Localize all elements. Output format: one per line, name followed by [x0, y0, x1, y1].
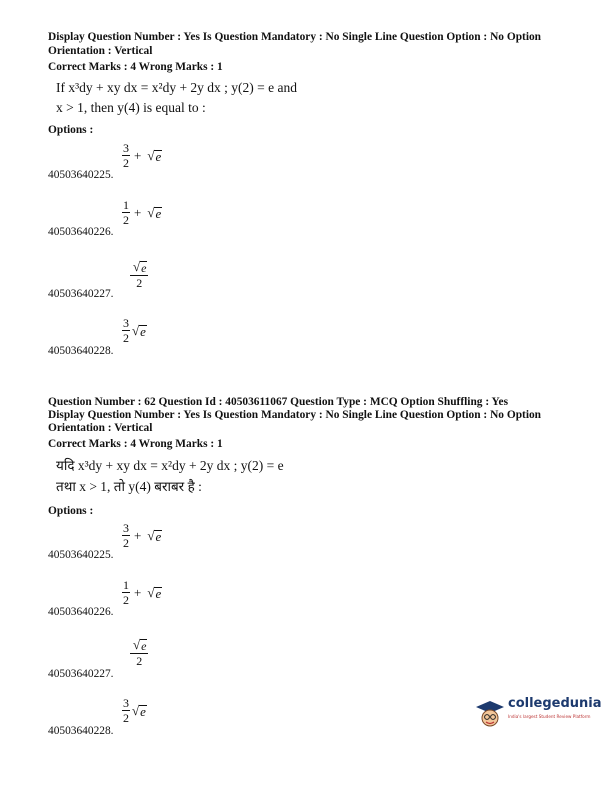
- plus-sign: +: [134, 147, 142, 163]
- numerator: 3: [123, 696, 129, 710]
- radical-sign: √: [147, 527, 155, 543]
- option-id: 40503640225.: [48, 169, 114, 181]
- option-4-math: [122, 317, 147, 344]
- option-3-math: [130, 260, 148, 289]
- option-id: 40503640225.: [48, 549, 114, 561]
- radicand: e: [140, 703, 146, 719]
- option-2-math: [122, 199, 162, 226]
- option-id: 40503640227.: [48, 668, 114, 680]
- numerator: 1: [123, 578, 129, 592]
- denominator: 2: [123, 593, 129, 607]
- radicand: e: [155, 528, 162, 544]
- option-4-math: [122, 697, 147, 724]
- meta-orientation: Orientation : Vertical: [48, 45, 153, 57]
- fraction: [122, 579, 130, 606]
- radical-sign: √: [133, 259, 141, 274]
- collegedunia-logo: [475, 693, 602, 733]
- numerator: 3: [123, 316, 129, 330]
- numerator: 3: [123, 141, 129, 155]
- fraction: [122, 142, 130, 169]
- logo-tagline: India's largest Student Review Platform: [508, 714, 591, 719]
- fraction: [130, 260, 148, 289]
- graduate-mascot-icon: [475, 699, 505, 729]
- option-id: 40503640226.: [48, 226, 114, 238]
- radicand: e: [140, 323, 146, 339]
- numerator: 3: [123, 521, 129, 535]
- denominator: 2: [123, 156, 129, 170]
- option-id: 40503640228.: [48, 345, 114, 357]
- radicand: e: [141, 639, 147, 653]
- option-id: 40503640226.: [48, 606, 114, 618]
- option-3-math: [130, 638, 148, 667]
- radicand: e: [155, 585, 162, 601]
- marks-line: Correct Marks : 4 Wrong Marks : 1: [48, 438, 223, 450]
- options-label: Options :: [48, 505, 94, 517]
- fraction: [122, 317, 130, 344]
- radicand: e: [155, 148, 162, 164]
- denominator: 2: [136, 276, 143, 290]
- option-2-math: [122, 579, 162, 606]
- sqrt-e: [147, 586, 162, 600]
- sqrt-e: [132, 324, 147, 338]
- meta-orientation: Orientation : Vertical: [48, 422, 153, 434]
- fraction: [122, 199, 130, 226]
- marks-line: Correct Marks : 4 Wrong Marks : 1: [48, 61, 223, 73]
- radical-sign: √: [147, 204, 155, 220]
- plus-sign: +: [134, 204, 142, 220]
- denominator: 2: [123, 213, 129, 227]
- plus-sign: +: [134, 584, 142, 600]
- option-id: 40503640227.: [48, 288, 114, 300]
- option-id: 40503640228.: [48, 725, 114, 737]
- radical-sign: √: [132, 322, 140, 338]
- option-1-math: [122, 142, 162, 169]
- sqrt-e: [147, 529, 162, 543]
- numerator: [130, 260, 148, 274]
- sqrt-e: [147, 206, 162, 220]
- meta-question-line: Question Number : 62 Question Id : 40503611067 Question Type : MCQ Option Shuffling : Yes: [48, 396, 508, 408]
- question-text-line2: x > 1, then y(4) is equal to :: [56, 100, 206, 115]
- radical-sign: √: [147, 147, 155, 163]
- fraction: [122, 697, 130, 724]
- radicand: e: [155, 205, 162, 221]
- denominator: 2: [123, 331, 129, 345]
- radical-sign: √: [147, 584, 155, 600]
- question-text-hindi-line1: यदि x³dy + xy dx = x²dy + 2y dx ; y(2) = e: [56, 458, 284, 473]
- meta-display-line: Display Question Number : Yes Is Question Mandatory : No Single Line Question Option : No Option: [48, 409, 542, 421]
- meta-display-line: Display Question Number : Yes Is Question Mandatory : No Single Line Question Option : No Option: [48, 31, 542, 43]
- denominator: 2: [123, 711, 129, 725]
- radicand: e: [141, 261, 147, 275]
- options-label: Options :: [48, 124, 94, 136]
- option-1-math: [122, 522, 162, 549]
- logo-brand-text: collegedunia: [508, 696, 602, 711]
- numerator: [130, 638, 148, 652]
- sqrt-e: [147, 149, 162, 163]
- radical-sign: √: [133, 637, 141, 652]
- sqrt-e: [132, 704, 147, 718]
- fraction: [122, 522, 130, 549]
- denominator: 2: [136, 654, 143, 668]
- fraction: [130, 638, 148, 667]
- question-text-hindi-line2: तथा x > 1, तो y(4) बराबर है :: [56, 479, 202, 494]
- question-text-line1: If x³dy + xy dx = x²dy + 2y dx ; y(2) = e and: [56, 80, 298, 95]
- denominator: 2: [123, 536, 129, 550]
- radical-sign: √: [132, 702, 140, 718]
- plus-sign: +: [134, 527, 142, 543]
- numerator: 1: [123, 198, 129, 212]
